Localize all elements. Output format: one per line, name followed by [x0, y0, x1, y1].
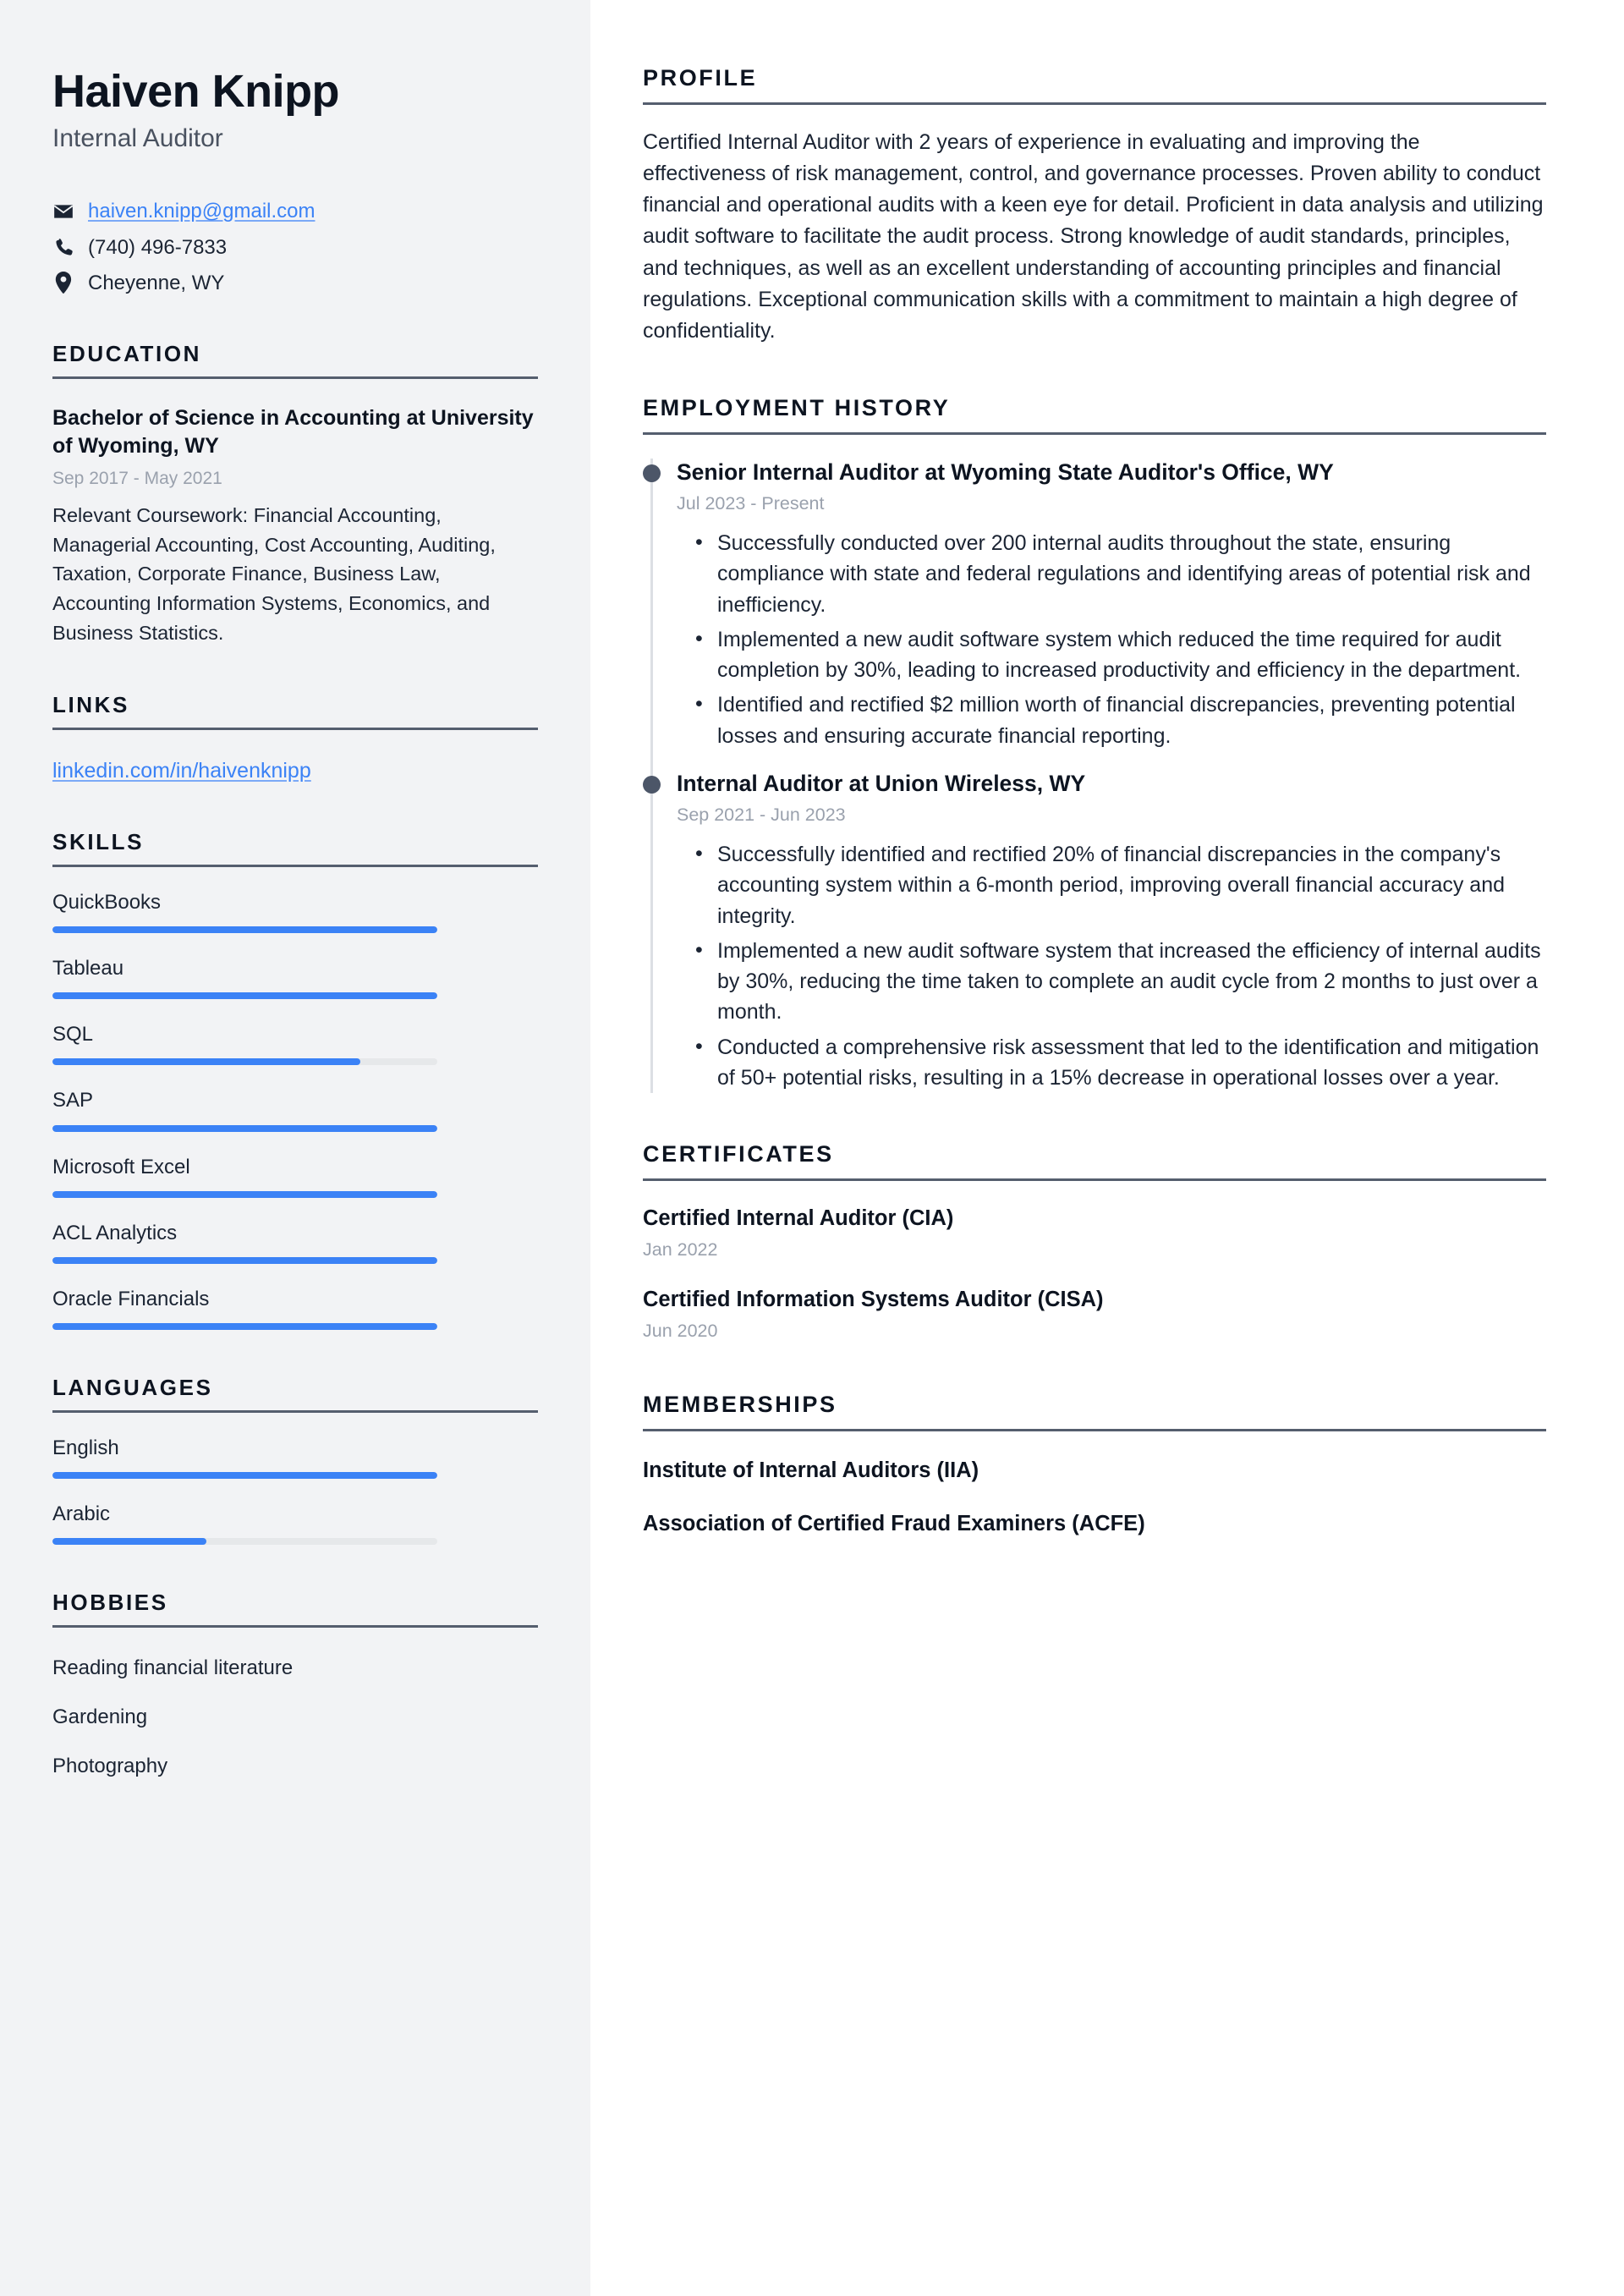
- job-title: Senior Internal Auditor at Wyoming State Auditor's Office, WY: [677, 459, 1334, 486]
- section-certificates: [643, 1142, 1546, 1343]
- skill-level-fill: [52, 1257, 437, 1264]
- job-bullet-list: [677, 528, 1546, 751]
- contact-list: [52, 198, 538, 296]
- skill-level-track: [52, 992, 437, 999]
- phone-icon: [52, 237, 74, 258]
- language-label: English: [52, 1436, 119, 1459]
- contact-email-text[interactable]: haiven.knipp@gmail.com: [88, 200, 315, 223]
- skill-level-track: [52, 1191, 437, 1198]
- profile-heading: PROFILE: [643, 65, 758, 91]
- divider: [643, 432, 1546, 435]
- certificate-name: Certified Information Systems Auditor (CISA): [643, 1287, 1104, 1311]
- section-skills: [52, 830, 538, 1330]
- skill-level-track: [52, 1323, 437, 1330]
- certificate-entry: [643, 1205, 1546, 1262]
- skill-label: SQL: [52, 1023, 94, 1046]
- job-bullet: • Successfully conducted over 200 internal audits throughout the state, ensuring compliance with state and federal regulations and identifying areas of potential risk and inefficiency.: [717, 528, 1546, 620]
- skill-level-fill: [52, 992, 437, 999]
- skill-level-fill: [52, 926, 437, 933]
- membership-item: Institute of Internal Auditors (IIA): [643, 1458, 979, 1482]
- skill-label: SAP: [52, 1089, 94, 1112]
- section-profile: [643, 66, 1546, 347]
- certificate-date: Jun 2020: [643, 1320, 718, 1341]
- timeline-dot-icon: [643, 776, 661, 794]
- skill-level-track: [52, 1257, 437, 1264]
- certificate-name: Certified Internal Auditor (CIA): [643, 1206, 954, 1230]
- language-level-track: [52, 1472, 437, 1479]
- education-entry: [52, 404, 538, 647]
- skill-level-fill: [52, 1125, 437, 1132]
- language-level-track: [52, 1538, 437, 1545]
- job-bullet: • Identified and rectified $2 million worth of financial discrepancies, preventing potential losses and ensuring accurate financial reporting.: [717, 689, 1546, 751]
- divider: [52, 1625, 538, 1628]
- section-employment-history: [643, 396, 1546, 1093]
- contact-phone: [52, 234, 538, 261]
- certificates-heading: CERTIFICATES: [643, 1141, 834, 1167]
- employment-heading: EMPLOYMENT HISTORY: [643, 395, 951, 421]
- skill-label: ACL Analytics: [52, 1221, 178, 1244]
- contact-email[interactable]: [52, 198, 538, 224]
- job-date: Jul 2023 - Present: [677, 493, 825, 514]
- membership-item: Association of Certified Fraud Examiners (ACFE): [643, 1511, 1145, 1535]
- envelope-icon: [52, 200, 74, 222]
- job-bullet-list: [677, 839, 1546, 1093]
- certificate-date: Jan 2022: [643, 1239, 718, 1260]
- page-title: Haiven Knipp: [52, 66, 340, 117]
- hobby-item: Photography: [52, 1755, 168, 1778]
- divider: [643, 102, 1546, 105]
- divider: [52, 1410, 538, 1413]
- hobby-item: Reading financial literature: [52, 1656, 294, 1679]
- languages-heading: LANGUAGES: [52, 1375, 213, 1401]
- section-languages: [52, 1376, 538, 1545]
- contact-phone-text: (740) 496-7833: [88, 235, 228, 259]
- language-label: Arabic: [52, 1502, 111, 1525]
- skill-item: [52, 955, 538, 999]
- divider: [52, 728, 538, 730]
- skill-level-fill: [52, 1323, 437, 1330]
- skill-level-track: [52, 926, 437, 933]
- education-heading: EDUCATION: [52, 341, 202, 367]
- sidebar: [0, 0, 590, 2296]
- section-memberships: [643, 1392, 1546, 1538]
- job-entry: [677, 459, 1546, 751]
- link-linkedin[interactable]: linkedin.com/in/haivenknipp: [52, 758, 311, 783]
- divider: [52, 376, 538, 379]
- skill-label: QuickBooks: [52, 890, 162, 914]
- job-title: Internal Auditor at Union Wireless, WY: [677, 770, 1086, 796]
- skill-item: [52, 889, 538, 933]
- section-education: [52, 342, 538, 647]
- section-hobbies: [52, 1590, 538, 1781]
- skill-label: Oracle Financials: [52, 1287, 210, 1310]
- education-title: Bachelor of Science in Accounting at University of Wyoming, WY: [52, 405, 534, 458]
- skill-level-track: [52, 1125, 437, 1132]
- skill-item: [52, 1286, 538, 1330]
- contact-location-text: Cheyenne, WY: [88, 271, 225, 294]
- skill-level-fill: [52, 1191, 437, 1198]
- contact-location: [52, 270, 538, 296]
- job-bullet: • Implemented a new audit software system which reduced the time required for audit completion by 30%, leading to increased productivity and efficiency in the department.: [717, 624, 1546, 686]
- divider: [643, 1429, 1546, 1431]
- education-date: Sep 2017 - May 2021: [52, 469, 222, 489]
- language-level-fill: [52, 1538, 206, 1545]
- memberships-heading: MEMBERSHIPS: [643, 1391, 837, 1417]
- education-description: Relevant Coursework: Financial Accounting, Managerial Accounting, Cost Accounting, Auditing, Taxation, Corporate Finance, Business Law, Accounting Information Systems, Economics, and Business Statistics.: [52, 504, 496, 644]
- profile-text: Certified Internal Auditor with 2 years of experience in evaluating and improving the effectiveness of risk management, control, and governance processes. Proven ability to conduct financial and operational audits with a keen eye for detail. Proficient in data analysis and utilizing audit software to facilitate the audit process. Strong knowledge of audit standards, principles, and techniques, as well as an excellent understanding of accounting principles and financial regulations. Exceptional communication skills with a commitment to maintain a high degree of confidentiality.: [643, 129, 1544, 343]
- skill-item: [52, 1154, 538, 1198]
- links-heading: LINKS: [52, 692, 129, 718]
- certificate-entry: [643, 1286, 1546, 1343]
- skill-level-fill: [52, 1058, 360, 1065]
- section-links: [52, 693, 538, 784]
- main-column: [590, 0, 1624, 2296]
- skill-label: Microsoft Excel: [52, 1155, 190, 1178]
- language-item: [52, 1435, 538, 1479]
- skill-label: Tableau: [52, 956, 124, 980]
- skill-item: [52, 1220, 538, 1264]
- hobby-item: Gardening: [52, 1706, 148, 1729]
- timeline-dot-icon: [643, 464, 661, 482]
- skills-heading: SKILLS: [52, 829, 145, 855]
- job-bullet: • Implemented a new audit software system that increased the efficiency of internal audits by 30%, reducing the time taken to complete an audit cycle from 2 months to just over a month.: [717, 936, 1546, 1028]
- hobbies-heading: HOBBIES: [52, 1590, 168, 1616]
- job-bullet: • Conducted a comprehensive risk assessment that led to the identification and mitigation of 50+ potential risks, resulting in a 15% decrease in operational losses over a year.: [717, 1032, 1546, 1094]
- skill-item: [52, 1021, 538, 1065]
- skill-item: [52, 1087, 538, 1131]
- divider: [643, 1178, 1546, 1181]
- employment-timeline: [643, 459, 1546, 1093]
- language-level-fill: [52, 1472, 437, 1479]
- job-date: Sep 2021 - Jun 2023: [677, 805, 846, 826]
- divider: [52, 865, 538, 867]
- header-job-title: Internal Auditor: [52, 124, 223, 153]
- skill-level-track: [52, 1058, 437, 1065]
- job-entry: [677, 770, 1546, 1093]
- map-pin-icon: [52, 272, 74, 294]
- language-item: [52, 1501, 538, 1545]
- job-bullet: • Successfully identified and rectified 20% of financial discrepancies in the company's accounting system within a 6-month period, improving overall financial accuracy and integrity.: [717, 839, 1546, 931]
